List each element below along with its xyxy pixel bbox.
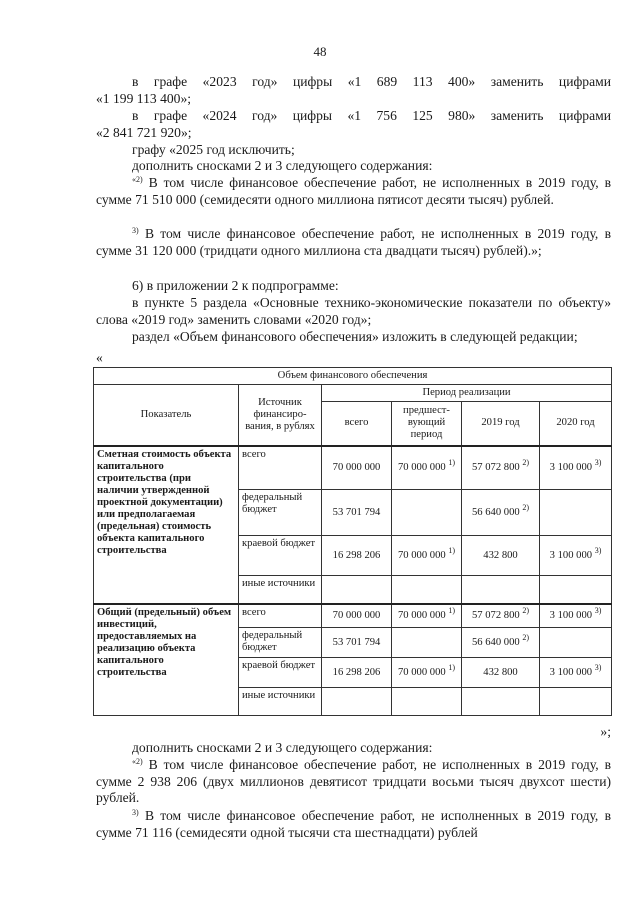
footnote-2: [96, 175, 611, 208]
source-cell: краевой бюджет: [239, 536, 322, 576]
text-line: «1 199 113 400»;: [96, 91, 192, 106]
value-cell: 70 000 000: [322, 446, 392, 490]
table-title: Объем финансового обеспечения: [94, 368, 612, 385]
source-cell: иные источники: [239, 576, 322, 604]
footnote-mark: «2): [132, 757, 143, 766]
value-cell: [540, 576, 612, 604]
value-cell: 16 298 206: [322, 658, 392, 688]
value-cell: 53 701 794: [322, 628, 392, 658]
value-cell: 3 100 000 $^{3)}$: [540, 658, 612, 688]
finance-table: [93, 367, 612, 716]
text-line: «2 841 721 920»;: [96, 125, 192, 140]
page-number: 48: [313, 44, 327, 59]
table-row: [94, 604, 612, 628]
value-cell: [462, 688, 540, 716]
header-indicator: Показатель: [94, 385, 239, 446]
value-cell: 3 100 000 $^{3)}$: [540, 446, 612, 490]
footnote-mark: «2): [132, 175, 143, 184]
footnote-text: В том числе финансовое обеспечение работ, не исполненных в 2019 году, в сумме 71 510 000 (семидесяти одного миллиона пятисот десяти тысяч) рублей.: [96, 175, 611, 207]
header-source: Источник финансиро-вания, в рублях: [239, 385, 322, 446]
footnote-mark: 3): [132, 226, 139, 235]
value-cell: 57 072 800 $^{2)}$: [462, 446, 540, 490]
text-paragraph: в пункте 5 раздела «Основные технико-экономические показатели по объекту» слова «2019 год» заменить словами «2020 год»;: [96, 295, 611, 327]
value-cell: 70 000 000: [322, 604, 392, 628]
indicator-1: Сметная стоимость объекта капитального строительства (при наличии утвержденной проектной документации) или предполагаемая (предельная) стоимость объекта капитального строительства: [94, 446, 239, 604]
close-quote: »;: [600, 724, 611, 739]
value-cell: 16 298 206: [322, 536, 392, 576]
text-line: 6) в приложении 2 к подпрограмме:: [132, 278, 339, 293]
source-cell: всего: [239, 446, 322, 490]
source-cell: краевой бюджет: [239, 658, 322, 688]
value-cell: 56 640 000 $^{2)}$: [462, 628, 540, 658]
text-line: в графе «2024 год» цифры «1 756 125 980» заменить цифрами: [132, 108, 611, 123]
footnote-text: В том числе финансовое обеспечение работ, не исполненных в 2019 году, в сумме 2 938 206 (двух миллионов девятисот тридцати восьми тысяч двухсот шести) рублей.: [96, 757, 611, 805]
header-2020: 2020 год: [540, 402, 612, 446]
value-cell: [540, 628, 612, 658]
footnote-text: В том числе финансовое обеспечение работ, не исполненных в 2019 году, в сумме 71 116 (семидесяти одной тысячи ста шестнадцати) рублей: [96, 808, 611, 840]
table-row: [94, 385, 612, 402]
header-prev: предшест-вующий период: [392, 402, 462, 446]
text-line: дополнить сносками 2 и 3 следующего содержания:: [132, 158, 433, 173]
text-paragraph: раздел «Объем финансового обеспечения» изложить в следующей редакции;: [132, 329, 578, 344]
text-line: дополнить сносками 2 и 3 следующего содержания:: [132, 740, 433, 755]
value-cell: 70 000 000 $^{1)}$: [392, 536, 462, 576]
footnote-text: В том числе финансовое обеспечение работ, не исполненных в 2019 году, в сумме 31 120 000 (тридцати одного миллиона ста двадцати тысяч) рублей).»;: [96, 226, 611, 258]
value-cell: 3 100 000 $^{3)}$: [540, 536, 612, 576]
text-line: в графе «2023 год» цифры «1 689 113 400» заменить цифрами: [132, 74, 611, 89]
value-cell: 432 800: [462, 536, 540, 576]
indicator-2: Общий (предельный) объем инвестиций, предоставляемых на реализацию объекта капитального строительства: [94, 604, 239, 716]
value-cell: [392, 628, 462, 658]
value-cell: 3 100 000 $^{3)}$: [540, 604, 612, 628]
value-cell: 57 072 800 $^{2)}$: [462, 604, 540, 628]
source-cell: федеральный бюджет: [239, 490, 322, 536]
source-cell: всего: [239, 604, 322, 628]
table-row: [94, 368, 612, 385]
value-cell: 53 701 794: [322, 490, 392, 536]
value-cell: [392, 490, 462, 536]
value-cell: [540, 490, 612, 536]
value-cell: 56 640 000 $^{2)}$: [462, 490, 540, 536]
value-cell: 70 000 000 $^{1)}$: [392, 658, 462, 688]
value-cell: 70 000 000 $^{1)}$: [392, 604, 462, 628]
value-cell: [540, 688, 612, 716]
value-cell: [462, 576, 540, 604]
header-period: Период реализации: [322, 385, 612, 402]
value-cell: 70 000 000 $^{1)}$: [392, 446, 462, 490]
value-cell: [392, 688, 462, 716]
source-cell: федеральный бюджет: [239, 628, 322, 658]
header-total: всего: [322, 402, 392, 446]
source-cell: иные источники: [239, 688, 322, 716]
value-cell: [392, 576, 462, 604]
open-quote: «: [96, 350, 103, 365]
text-line: графу «2025 год исключить;: [132, 142, 295, 157]
value-cell: 432 800: [462, 658, 540, 688]
value-cell: [322, 576, 392, 604]
header-2019: 2019 год: [462, 402, 540, 446]
footnote-3b: [96, 808, 611, 841]
footnote-3: [96, 226, 611, 259]
footnote-mark: 3): [132, 808, 139, 817]
table-row: [94, 446, 612, 490]
footnote-2b: [96, 757, 611, 807]
value-cell: [322, 688, 392, 716]
